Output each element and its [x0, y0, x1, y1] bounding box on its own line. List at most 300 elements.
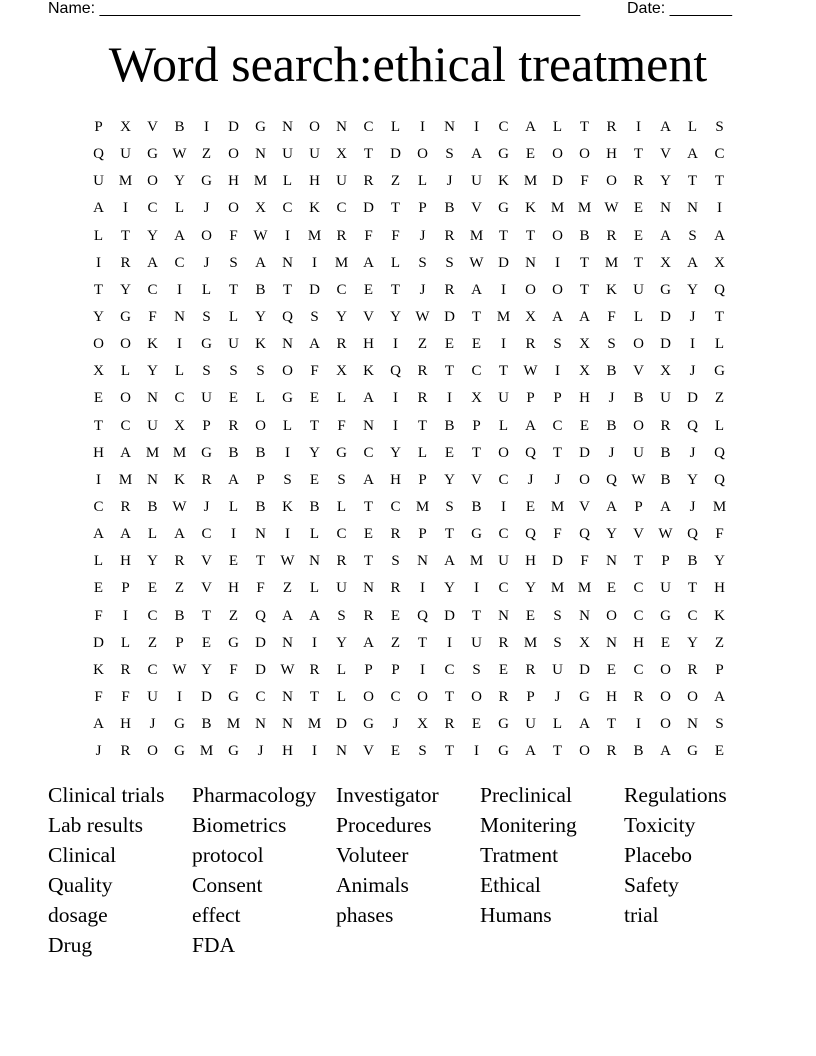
- grid-letter: P: [418, 526, 427, 543]
- grid-letter: M: [118, 173, 133, 190]
- grid-letter: I: [123, 200, 128, 217]
- grid-letter: U: [336, 173, 347, 190]
- grid-letter: M: [307, 227, 322, 244]
- grid-letter: G: [282, 390, 293, 407]
- grid-letter: T: [444, 526, 455, 543]
- grid-letter: C: [147, 607, 158, 624]
- grid-letter: S: [256, 363, 265, 380]
- grid-letter: N: [606, 634, 617, 651]
- grid-letter: I: [420, 661, 425, 678]
- grid-letter: E: [579, 417, 590, 434]
- grid-letter: O: [93, 336, 104, 353]
- grid-letter: S: [391, 553, 400, 570]
- grid-letter: U: [660, 580, 671, 597]
- grid-letter: J: [608, 390, 615, 407]
- grid-letter: B: [228, 444, 239, 461]
- grid-letter: U: [336, 580, 347, 597]
- grid-letter: N: [606, 553, 617, 570]
- grid-letter: Y: [444, 471, 455, 488]
- grid-letter: J: [203, 254, 210, 271]
- grid-letter: I: [285, 227, 290, 244]
- word-list-item: Humans: [480, 903, 552, 927]
- grid-letter: N: [363, 417, 374, 434]
- grid-letter: G: [228, 743, 239, 760]
- grid-letter: F: [391, 227, 400, 244]
- grid-letter: M: [496, 309, 511, 326]
- grid-letter: A: [579, 716, 590, 733]
- grid-letter: I: [177, 689, 182, 706]
- grid-letter: H: [606, 146, 617, 163]
- grid-letter: I: [501, 336, 506, 353]
- word-list-item: Regulations: [624, 783, 727, 807]
- grid-letter: T: [714, 309, 725, 326]
- grid-letter: I: [555, 363, 560, 380]
- grid-letter: I: [312, 743, 317, 760]
- grid-letter: I: [285, 444, 290, 461]
- grid-letter: Q: [255, 607, 266, 624]
- grid-letter: F: [229, 227, 238, 244]
- grid-letter: M: [118, 471, 133, 488]
- grid-letter: E: [606, 580, 617, 597]
- grid-letter: I: [636, 716, 641, 733]
- grid-letter: T: [498, 363, 509, 380]
- grid-letter: F: [148, 309, 157, 326]
- grid-letter: E: [363, 281, 374, 298]
- grid-letter: C: [390, 689, 401, 706]
- grid-letter: J: [257, 743, 264, 760]
- grid-letter: T: [255, 553, 266, 570]
- grid-letter: T: [579, 119, 590, 136]
- grid-letter: G: [147, 146, 158, 163]
- grid-letter: T: [606, 716, 617, 733]
- grid-letter: L: [309, 580, 320, 597]
- grid-letter: H: [525, 553, 536, 570]
- grid-letter: K: [174, 471, 185, 488]
- grid-letter: Y: [255, 309, 266, 326]
- grid-letter: M: [199, 743, 214, 760]
- grid-letter: Z: [390, 173, 401, 190]
- grid-letter: U: [660, 390, 671, 407]
- word-list-item: Clinical trials: [48, 783, 165, 807]
- grid-letter: P: [661, 553, 670, 570]
- grid-letter: F: [364, 227, 373, 244]
- grid-letter: I: [204, 119, 209, 136]
- grid-letter: L: [714, 417, 725, 434]
- grid-letter: B: [660, 444, 671, 461]
- grid-letter: G: [498, 146, 509, 163]
- grid-letter: C: [336, 526, 347, 543]
- grid-letter: H: [120, 553, 131, 570]
- grid-letter: V: [201, 580, 212, 597]
- grid-letter: O: [579, 471, 590, 488]
- grid-letter: Y: [687, 634, 698, 651]
- grid-letter: D: [552, 553, 563, 570]
- grid-letter: O: [660, 716, 671, 733]
- grid-letter: S: [202, 363, 211, 380]
- grid-letter: L: [147, 526, 158, 543]
- grid-letter: C: [147, 281, 158, 298]
- grid-letter: C: [498, 471, 509, 488]
- grid-letter: H: [120, 716, 131, 733]
- grid-letter: C: [633, 580, 644, 597]
- grid-letter: T: [363, 553, 374, 570]
- grid-letter: R: [606, 743, 617, 760]
- grid-letter: J: [149, 716, 156, 733]
- grid-letter: A: [525, 119, 536, 136]
- grid-letter: Q: [579, 526, 590, 543]
- grid-letter: R: [201, 471, 212, 488]
- grid-letter: H: [93, 444, 104, 461]
- grid-letter: A: [363, 634, 374, 651]
- grid-letter: D: [255, 634, 266, 651]
- word-list-item: Placebo: [624, 843, 693, 867]
- grid-letter: A: [147, 254, 158, 271]
- grid-letter: X: [471, 390, 482, 407]
- word-list-item: FDA: [192, 933, 236, 957]
- grid-letter: V: [471, 471, 482, 488]
- grid-letter: D: [363, 200, 374, 217]
- grid-letter: B: [471, 499, 482, 516]
- grid-letter: E: [633, 227, 644, 244]
- grid-letter: W: [280, 553, 295, 570]
- grid-letter: H: [606, 689, 617, 706]
- word-list-item: Tratment: [480, 843, 559, 867]
- grid-letter: E: [525, 607, 536, 624]
- grid-letter: L: [552, 119, 563, 136]
- grid-letter: B: [687, 553, 698, 570]
- grid-letter: O: [282, 363, 293, 380]
- grid-letter: A: [282, 607, 293, 624]
- grid-letter: F: [121, 689, 130, 706]
- grid-letter: W: [631, 471, 646, 488]
- grid-letter: D: [498, 254, 509, 271]
- grid-letter: R: [633, 689, 644, 706]
- grid-letter: J: [203, 499, 210, 516]
- grid-letter: M: [172, 444, 187, 461]
- grid-letter: J: [689, 309, 696, 326]
- grid-letter: G: [579, 689, 590, 706]
- grid-letter: K: [309, 200, 320, 217]
- grid-letter: R: [174, 553, 185, 570]
- grid-letter: X: [579, 363, 590, 380]
- grid-letter: T: [498, 227, 509, 244]
- grid-letter: N: [660, 200, 671, 217]
- word-list-item: Clinical: [48, 843, 117, 867]
- grid-letter: X: [93, 363, 104, 380]
- grid-letter: G: [714, 363, 725, 380]
- grid-letter: R: [525, 336, 536, 353]
- grid-letter: C: [714, 146, 725, 163]
- grid-letter: A: [255, 254, 266, 271]
- grid-letter: O: [552, 227, 563, 244]
- grid-letter: J: [554, 689, 561, 706]
- grid-letter: T: [687, 173, 698, 190]
- grid-letter: R: [228, 417, 239, 434]
- grid-letter: X: [120, 119, 131, 136]
- grid-letter: H: [228, 173, 239, 190]
- grid-letter: P: [175, 634, 184, 651]
- grid-letter: U: [552, 661, 563, 678]
- grid-letter: B: [633, 390, 644, 407]
- grid-letter: N: [417, 553, 428, 570]
- grid-letter: D: [444, 607, 455, 624]
- grid-letter: C: [363, 444, 374, 461]
- grid-letter: U: [147, 417, 158, 434]
- grid-letter: H: [309, 173, 320, 190]
- grid-letter: G: [201, 336, 212, 353]
- grid-letter: Z: [390, 634, 401, 651]
- grid-letter: P: [94, 119, 103, 136]
- grid-letter: G: [201, 444, 212, 461]
- grid-letter: T: [228, 281, 239, 298]
- grid-letter: L: [174, 363, 185, 380]
- grid-letter: C: [147, 200, 158, 217]
- word-list-item: Biometrics: [192, 813, 287, 837]
- grid-letter: I: [312, 254, 317, 271]
- grid-letter: H: [714, 580, 725, 597]
- grid-letter: Q: [417, 607, 428, 624]
- word-list-item: trial: [624, 903, 659, 927]
- grid-letter: N: [282, 689, 293, 706]
- grid-letter: T: [444, 743, 455, 760]
- grid-letter: N: [255, 146, 266, 163]
- page-title: Word search:ethical treatment: [108, 36, 708, 92]
- grid-letter: A: [363, 390, 374, 407]
- word-list-item: Monitering: [480, 813, 577, 837]
- grid-letter: L: [498, 417, 509, 434]
- grid-letter: A: [579, 309, 590, 326]
- grid-letter: B: [255, 281, 266, 298]
- grid-letter: A: [687, 146, 698, 163]
- grid-letter: H: [363, 336, 374, 353]
- grid-letter: T: [93, 417, 104, 434]
- grid-letter: Q: [525, 526, 536, 543]
- grid-letter: T: [633, 553, 644, 570]
- grid-letter: R: [120, 499, 131, 516]
- grid-letter: D: [336, 716, 347, 733]
- grid-letter: Y: [147, 227, 158, 244]
- grid-letter: T: [363, 499, 374, 516]
- grid-letter: B: [255, 444, 266, 461]
- grid-letter: N: [147, 471, 158, 488]
- grid-letter: G: [201, 173, 212, 190]
- grid-letter: I: [420, 580, 425, 597]
- word-list: [48, 780, 768, 960]
- grid-letter: G: [498, 200, 509, 217]
- grid-letter: A: [174, 526, 185, 543]
- grid-letter: K: [147, 336, 158, 353]
- grid-letter: G: [228, 634, 239, 651]
- grid-letter: R: [498, 634, 509, 651]
- grid-letter: P: [553, 390, 562, 407]
- grid-letter: C: [363, 119, 374, 136]
- grid-letter: A: [606, 499, 617, 516]
- grid-letter: R: [417, 363, 428, 380]
- grid-letter: S: [229, 363, 238, 380]
- word-list-item: Ethical: [480, 873, 541, 897]
- grid-letter: C: [147, 661, 158, 678]
- grid-letter: N: [255, 526, 266, 543]
- grid-letter: J: [95, 743, 102, 760]
- grid-letter: Q: [687, 526, 698, 543]
- grid-letter: C: [687, 607, 698, 624]
- grid-letter: O: [417, 146, 428, 163]
- grid-letter: V: [471, 200, 482, 217]
- grid-letter: H: [633, 634, 644, 651]
- grid-letter: D: [255, 661, 266, 678]
- grid-letter: A: [660, 743, 671, 760]
- word-list-item: Quality: [48, 873, 113, 897]
- grid-letter: X: [579, 634, 590, 651]
- grid-letter: T: [471, 444, 482, 461]
- grid-letter: O: [525, 281, 536, 298]
- grid-letter: N: [309, 553, 320, 570]
- grid-letter: Q: [390, 363, 401, 380]
- grid-letter: R: [120, 743, 131, 760]
- grid-letter: O: [147, 743, 158, 760]
- grid-letter: W: [280, 661, 295, 678]
- grid-letter: N: [147, 390, 158, 407]
- grid-letter: Y: [660, 173, 671, 190]
- header: [48, 0, 748, 20]
- grid-letter: U: [471, 173, 482, 190]
- grid-letter: E: [309, 471, 320, 488]
- grid-letter: C: [498, 526, 509, 543]
- grid-letter: U: [282, 146, 293, 163]
- grid-letter: I: [636, 119, 641, 136]
- grid-letter: Q: [282, 309, 293, 326]
- grid-letter: M: [550, 200, 565, 217]
- grid-letter: F: [607, 309, 616, 326]
- grid-letter: A: [93, 716, 104, 733]
- grid-letter: L: [390, 254, 401, 271]
- grid-letter: S: [715, 119, 724, 136]
- grid-letter: U: [633, 444, 644, 461]
- grid-letter: G: [336, 444, 347, 461]
- grid-letter: L: [714, 336, 725, 353]
- grid-letter: R: [336, 553, 347, 570]
- grid-letter: R: [390, 580, 401, 597]
- grid-letter: T: [525, 227, 536, 244]
- grid-letter: S: [607, 336, 616, 353]
- grid-letter: C: [336, 281, 347, 298]
- grid-letter: Q: [93, 146, 104, 163]
- grid-letter: P: [526, 390, 535, 407]
- grid-letter: I: [501, 281, 506, 298]
- grid-letter: B: [444, 417, 455, 434]
- grid-letter: L: [120, 363, 131, 380]
- grid-letter: R: [525, 661, 536, 678]
- grid-letter: K: [498, 173, 509, 190]
- grid-letter: E: [201, 634, 212, 651]
- grid-letter: R: [444, 227, 455, 244]
- grid-letter: Y: [93, 309, 104, 326]
- grid-letter: A: [525, 417, 536, 434]
- grid-letter: N: [525, 254, 536, 271]
- grid-letter: E: [228, 390, 239, 407]
- grid-letter: E: [444, 444, 455, 461]
- grid-letter: L: [282, 417, 293, 434]
- grid-letter: A: [525, 743, 536, 760]
- grid-letter: P: [418, 200, 427, 217]
- grid-letter: R: [660, 417, 671, 434]
- grid-letter: E: [714, 743, 725, 760]
- grid-letter: B: [579, 227, 590, 244]
- grid-letter: S: [715, 716, 724, 733]
- grid-letter: I: [96, 254, 101, 271]
- grid-letter: X: [714, 254, 725, 271]
- grid-letter: U: [498, 390, 509, 407]
- grid-letter: V: [201, 553, 212, 570]
- grid-letter: T: [120, 227, 131, 244]
- grid-letter: E: [309, 390, 320, 407]
- grid-letter: I: [501, 499, 506, 516]
- grid-letter: O: [660, 661, 671, 678]
- grid-letter: V: [147, 119, 158, 136]
- grid-letter: N: [336, 743, 347, 760]
- grid-letter: D: [201, 689, 212, 706]
- grid-letter: L: [228, 309, 239, 326]
- grid-letter: M: [550, 580, 565, 597]
- grid-letter: O: [579, 146, 590, 163]
- grid-letter: E: [471, 336, 482, 353]
- grid-letter: A: [471, 146, 482, 163]
- grid-letter: Q: [714, 444, 725, 461]
- grid-letter: S: [202, 309, 211, 326]
- grid-letter: O: [120, 390, 131, 407]
- grid-letter: L: [390, 119, 401, 136]
- grid-letter: Q: [525, 444, 536, 461]
- grid-letter: R: [498, 689, 509, 706]
- grid-letter: T: [687, 580, 698, 597]
- grid-letter: H: [390, 471, 401, 488]
- grid-letter: F: [94, 689, 103, 706]
- grid-letter: G: [660, 607, 671, 624]
- grid-letter: Q: [687, 417, 698, 434]
- grid-letter: D: [309, 281, 320, 298]
- grid-letter: D: [93, 634, 104, 651]
- grid-letter: B: [147, 499, 158, 516]
- grid-letter: O: [228, 200, 239, 217]
- word-list-item: Animals: [336, 873, 409, 897]
- grid-letter: D: [660, 336, 671, 353]
- word-list-item: Preclinical: [480, 783, 572, 807]
- grid-letter: E: [363, 526, 374, 543]
- grid-letter: S: [337, 607, 346, 624]
- grid-letter: C: [498, 580, 509, 597]
- grid-letter: N: [363, 580, 374, 597]
- grid-letter: B: [174, 607, 185, 624]
- grid-letter: N: [255, 716, 266, 733]
- grid-letter: M: [469, 227, 484, 244]
- grid-letter: M: [550, 499, 565, 516]
- grid-letter: J: [554, 471, 561, 488]
- grid-letter: E: [525, 499, 536, 516]
- grid-letter: O: [417, 689, 428, 706]
- grid-letter: Z: [417, 336, 428, 353]
- grid-letter: Y: [309, 444, 320, 461]
- grid-letter: Y: [147, 363, 158, 380]
- grid-letter: F: [580, 173, 589, 190]
- grid-letter: T: [579, 254, 590, 271]
- grid-letter: E: [606, 661, 617, 678]
- grid-letter: I: [474, 743, 479, 760]
- grid-letter: F: [229, 661, 238, 678]
- grid-letter: R: [309, 661, 320, 678]
- grid-letter: Y: [525, 580, 536, 597]
- grid-letter: Y: [336, 309, 347, 326]
- grid-letter: K: [282, 499, 293, 516]
